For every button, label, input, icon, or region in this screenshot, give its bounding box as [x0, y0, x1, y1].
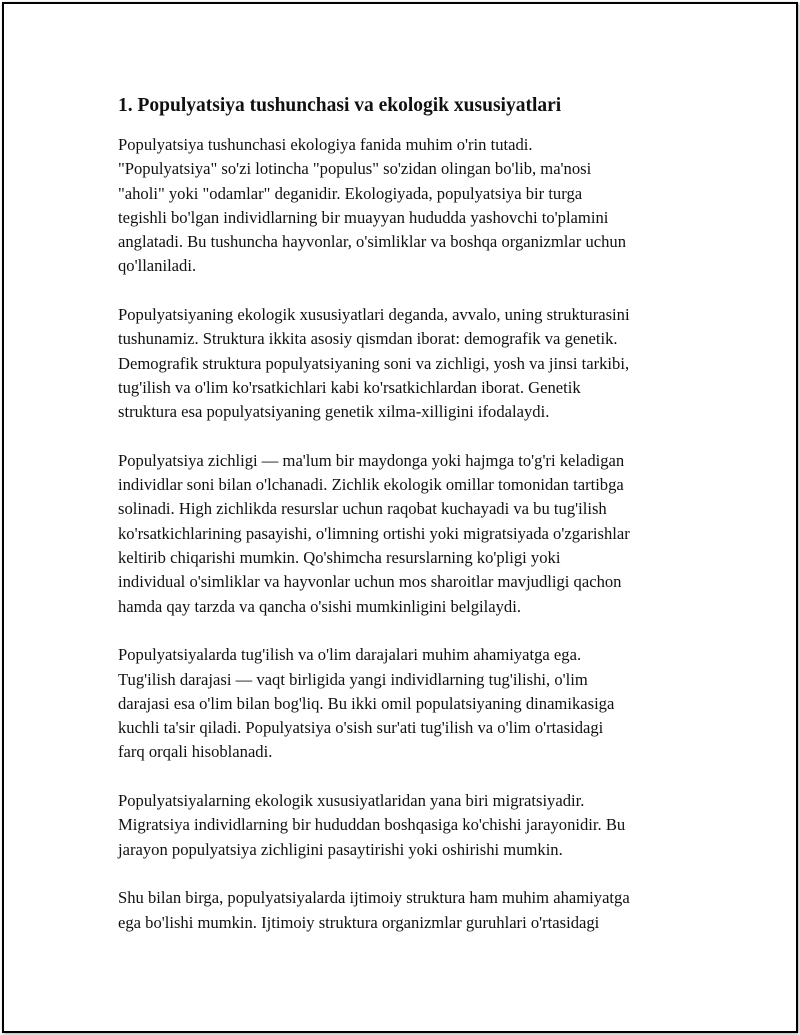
text-line: keltirib chiqarishi mumkin. Qo'shimcha resurslarning ko'pligi yoki: [118, 548, 561, 568]
paragraph: [118, 643, 688, 764]
text-line: ega bo'lishi mumkin. Ijtimoiy struktura organizmlar guruhlari o'rtasidagi: [118, 912, 600, 932]
text-line: tug'ilish va o'lim ko'rsatkichlari kabi ko'rsatkichlardan iborat. Genetik: [118, 377, 581, 397]
text-line: hamda qay tarzda va qancha o'sishi mumkinligini belgilaydi.: [118, 596, 521, 616]
text-line: ko'rsatkichlarining pasayishi, o'limning ortishi yoki migratsiyada o'zgarishlar: [118, 523, 630, 543]
text-line: Migratsiya individlarning bir hududdan boshqasiga ko'chishi jarayonidir. Bu: [118, 815, 626, 835]
text-line: tushunamiz. Struktura ikkita asosiy qismdan iborat: demografik va genetik.: [118, 329, 618, 349]
text-line: individual o'simliklar va hayvonlar uchun mos sharoitlar mavjudligi qachon: [118, 572, 622, 592]
text-line: qo'llaniladi.: [118, 256, 197, 276]
paragraph: [118, 886, 688, 935]
section-heading: 1. Populyatsiya tushunchasi va ekologik xususiyatlari: [118, 95, 562, 116]
text-line: Populyatsiyaning ekologik xususiyatlari deganda, avvalo, uning strukturasini: [118, 305, 630, 325]
text-line: farq orqali hisoblanadi.: [118, 742, 273, 762]
text-line: darajasi esa o'lim bilan bog'liq. Bu ikki omil populatsiyaning dinamikasiga: [118, 693, 615, 713]
paragraph: [118, 449, 688, 619]
text-line: Populyatsiya tushunchasi ekologiya fanida muhim o'rin tutadi.: [118, 135, 533, 154]
text-line: Populyatsiyalarda tug'ilish va o'lim darajalari muhim ahamiyatga ega.: [118, 645, 582, 665]
text-line: Populyatsiya zichligi — ma'lum bir maydonga yoki hajmga to'g'ri keladigan: [118, 450, 625, 470]
document-body: [118, 92, 688, 959]
text-line: Tug'ilish darajasi — vaqt birligida yangi individlarning tug'ilishi, o'lim: [118, 669, 588, 689]
text-line: solinadi. High zichlikda resurslar uchun raqobat kuchayadi va bu tug'ilish: [118, 499, 607, 519]
text-line: struktura esa populyatsiyaning genetik xilma-xilligini ifodalaydi.: [118, 402, 550, 422]
text-line: kuchli ta'sir qiladi. Populyatsiya o'sish sur'ati tug'ilish va o'lim o'rtasidagi: [118, 718, 604, 738]
text-line: tegishli bo'lgan individlarning bir muayyan hududda yashovchi to'plamini: [118, 207, 609, 227]
text-line: Populyatsiyalarning ekologik xususiyatlaridan yana biri migratsiyadir.: [118, 791, 585, 811]
paragraph: [118, 303, 688, 424]
text-line: "aholi" yoki "odamlar" deganidir. Ekologiyada, populyatsiya bir turga: [118, 183, 583, 203]
text-line: Shu bilan birga, populyatsiyalarda ijtimoiy struktura ham muhim ahamiyatga: [118, 888, 630, 908]
paragraph: [118, 789, 688, 862]
text-line: anglatadi. Bu tushuncha hayvonlar, o'simliklar va boshqa organizmlar uchun: [118, 232, 627, 252]
text-line: "Populyatsiya" so'zi lotincha "populus" so'zidan olingan bo'lib, ma'nosi: [118, 159, 592, 179]
paragraph: [118, 133, 688, 279]
text-line: jarayon populyatsiya zichligini pasaytirishi yoki oshirishi mumkin.: [118, 839, 563, 859]
text-line: individlar soni bilan o'lchanadi. Zichlik ekologik omillar tomonidan tartibga: [118, 475, 624, 495]
paragraph-list: [118, 133, 688, 935]
text-line: Demografik struktura populyatsiyaning soni va zichligi, yosh va jinsi tarkibi,: [118, 353, 630, 373]
